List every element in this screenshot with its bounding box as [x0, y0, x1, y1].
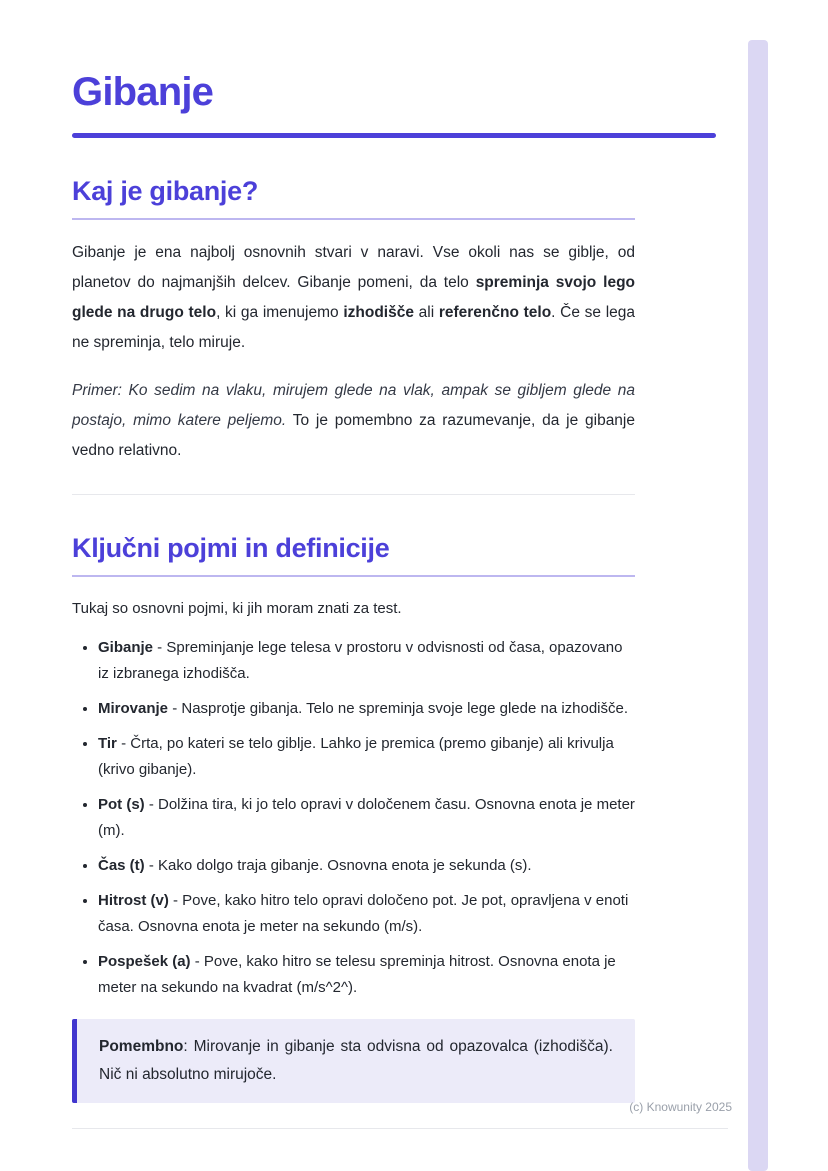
page-title: Gibanje	[72, 70, 214, 114]
document-page	[72, 0, 716, 1103]
section-what	[72, 176, 716, 495]
section-divider	[72, 494, 635, 495]
term-list-item: • Hitrost (v) - Pove, kako hitro telo opravi določeno pot. Je pot, opravljena v enoti časa. Osnovna enota je meter na sekundo (m/s).	[98, 888, 635, 940]
term-list-item: • Pot (s) - Dolžina tira, ki jo telo opravi v določenem času. Osnovna enota je meter (m).	[98, 792, 635, 844]
term-list-item: • Pospešek (a) - Pove, kako hitro se telesu spreminja hitrost. Osnovna enota je meter na sekundo na kvadrat (m/s^2^).	[98, 949, 635, 1001]
important-callout	[72, 1019, 635, 1103]
term-list-item: • Tir - Črta, po kateri se telo giblje. Lahko je premica (premo gibanje) ali krivulja (krivo gibanje).	[98, 731, 635, 783]
paragraph-what-example: Primer: Ko sedim na vlaku, mirujem glede na vlak, ampak se gibljem glede na postajo, mimo katere peljemo. To je pomembno za razumevanje, da je gibanje vedno relativno.	[72, 382, 635, 459]
heading-underline	[72, 218, 635, 220]
term-list-item: • Gibanje - Spreminjanje lege telesa v prostoru v odvisnosti od časa, opazovano iz izbranega izhodišča.	[98, 635, 635, 687]
term-list-item: • Mirovanje - Nasprotje gibanja. Telo ne spreminja svoje lege glede na izhodišče.	[98, 696, 635, 722]
scrollbar-thumb[interactable]	[748, 40, 768, 1171]
title-underline	[72, 133, 716, 138]
section-heading-what: Kaj je gibanje?	[72, 176, 259, 206]
terms-list	[72, 635, 635, 1001]
callout-text: Pomembno: Mirovanje in gibanje sta odvisna od opazovalca (izhodišča). Nič ni absolutno mirujoče.	[99, 1038, 613, 1083]
footer-credit: (c) Knowunity 2025	[629, 1100, 732, 1114]
term-list-item: • Čas (t) - Kako dolgo traja gibanje. Osnovna enota je sekunda (s).	[98, 853, 635, 879]
terms-intro: Tukaj so osnovni pojmi, ki jih moram znati za test.	[72, 600, 402, 617]
section-heading-terms: Ključni pojmi in definicije	[72, 533, 390, 563]
section-terms	[72, 533, 716, 1103]
heading-underline	[72, 575, 635, 577]
paragraph-what-main: Gibanje je ena najbolj osnovnih stvari v naravi. Vse okoli nas se giblje, od planetov do najmanjših delcev. Gibanje pomeni, da telo spreminja svojo lego glede na drugo telo, ki ga imenujemo izhodišče ali referenčno telo. Če se lega ne spreminja, telo miruje.	[72, 244, 636, 351]
bottom-divider	[72, 1128, 728, 1129]
